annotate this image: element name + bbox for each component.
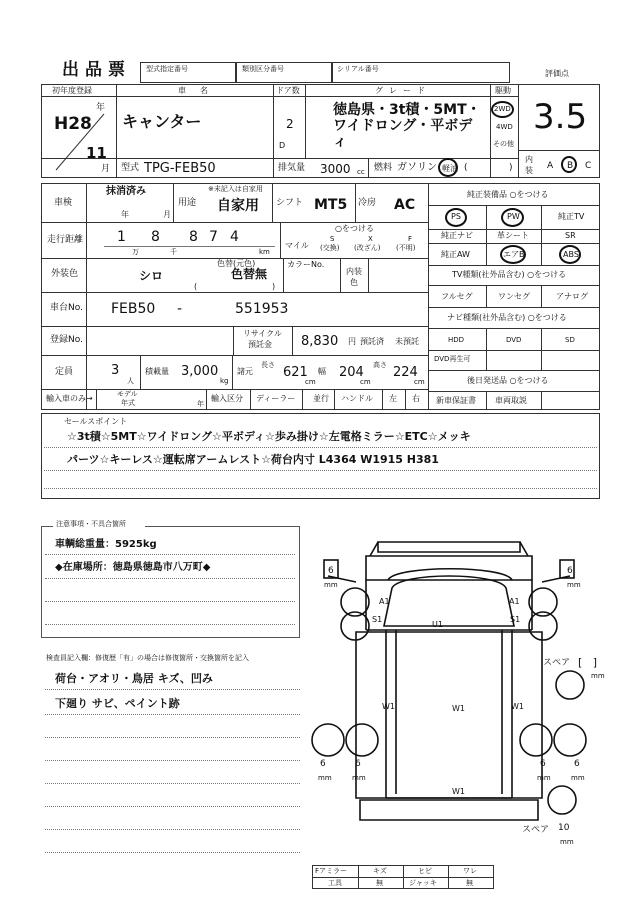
- load-value: 3,000: [181, 364, 219, 379]
- mm-rr1-value: 6: [540, 759, 546, 769]
- height-label: 高さ: [373, 361, 387, 369]
- dvd-play-label: DVD再生可: [434, 355, 471, 363]
- repaint-paren-close: ): [272, 282, 276, 291]
- month-suffix: 月: [101, 164, 111, 174]
- drive-4wd: 4WD: [496, 123, 513, 131]
- equip-ps-circle: [445, 208, 467, 227]
- handle-label: ハンドル: [341, 394, 373, 403]
- height-value: 224: [393, 365, 418, 380]
- equip-ps: PS: [451, 212, 461, 221]
- model-year-label-2: 年式: [121, 399, 135, 407]
- mile-circle-hint: ○をつける: [335, 224, 374, 233]
- notes-line1: 車輌総重量：5925kg: [55, 539, 157, 550]
- fuel-label: 燃料: [374, 163, 393, 173]
- ac-value: AC: [394, 197, 416, 213]
- drive-label: 駆動: [495, 86, 511, 95]
- recycle-label-2: 預託金: [248, 340, 272, 349]
- spare-upper-label: スペア: [543, 658, 571, 668]
- legend-r2c3: ジャッキ: [409, 879, 437, 887]
- post-title: 後日発送品 ○をつける: [467, 376, 549, 385]
- shift-value: MT5: [314, 197, 348, 213]
- score-value: 3.5: [533, 97, 588, 137]
- recycle-unit: 円: [348, 337, 356, 346]
- color-label: 外装色: [51, 269, 79, 279]
- import-class-label: 輸入区分: [211, 394, 243, 403]
- mile-exchange: (交換): [320, 244, 340, 252]
- mm-rl1-unit: mm: [318, 774, 332, 782]
- legend-r2c1: 工具: [328, 879, 342, 887]
- mileage-km: km: [259, 248, 270, 256]
- interior-label-b: 装: [525, 166, 533, 175]
- fuel-paren-close: ): [509, 163, 513, 173]
- ac-label: 冷房: [358, 198, 377, 208]
- serial-label: シリアル番号: [337, 65, 379, 73]
- fuel-diesel: 軽油: [442, 164, 458, 173]
- doors-value: 2: [286, 117, 294, 131]
- mileage-digit-1: 1: [117, 229, 126, 245]
- int-b: B: [567, 161, 574, 171]
- mile-tampered: (改ざん): [354, 244, 381, 252]
- chassis-a: FEB50: [111, 301, 156, 317]
- repaint-label: 色替(元色): [217, 259, 256, 268]
- legend-r1c3: ヒビ: [418, 867, 432, 875]
- handle-left: 左: [389, 394, 397, 403]
- note-unreg: ※未記入は自家用: [208, 185, 263, 193]
- shift-label: シフト: [276, 198, 304, 208]
- class-label: 類別区分番号: [242, 65, 284, 73]
- dmg-w1-left: W1: [382, 702, 395, 711]
- dmg-u1: U1: [432, 620, 443, 629]
- insp-month: 月: [163, 210, 171, 219]
- mm-front-right-value: 6: [567, 566, 573, 576]
- nav-sd: SD: [565, 336, 575, 344]
- dmg-w1-right: W1: [511, 702, 524, 711]
- mileage-label: 走行距離: [47, 235, 84, 245]
- equip-aw: 純正AW: [441, 250, 470, 259]
- width-cm: cm: [360, 378, 371, 386]
- legend-r1c4: ワレ: [463, 867, 477, 875]
- inspection-label: 車検: [54, 198, 73, 208]
- load-unit: kg: [220, 377, 229, 385]
- equip-abs-circle: [559, 245, 581, 264]
- recycle-label-1: リサイクル: [243, 329, 282, 338]
- dmg-s1-right: S1: [510, 615, 521, 624]
- import-only-label: 輸入車のみ→: [46, 394, 93, 403]
- grade-label: グレード: [375, 86, 431, 95]
- first-reg-label: 初年度登録: [52, 86, 92, 95]
- drive-2wd: 2WD: [494, 105, 511, 113]
- equip-navi: 純正ナビ: [441, 231, 473, 240]
- nav-hdd: HDD: [448, 336, 465, 344]
- post-manual: 車両取説: [495, 396, 527, 405]
- load-label: 積載量: [145, 367, 169, 376]
- mm-rr2-unit: mm: [571, 774, 585, 782]
- inspector-line1: 荷台・アオリ・鳥居 キズ、凹み: [55, 672, 213, 685]
- mileage-digit-4: 7: [209, 229, 218, 245]
- equip-tv: 純正TV: [558, 212, 585, 221]
- equip-leather: 革シート: [497, 231, 529, 240]
- reg-slash: [48, 112, 111, 174]
- mile-f: F: [408, 235, 413, 243]
- post-warranty: 新車保証書: [436, 396, 476, 405]
- spare-lower-label: スペア: [522, 825, 550, 835]
- dims-label: 諸元: [237, 367, 253, 376]
- capacity-unit: 人: [127, 377, 134, 385]
- capacity-value: 3: [111, 363, 120, 378]
- grade-line1: 徳島県・3t積・5MT・: [333, 102, 481, 118]
- tv-fullseg: フルセグ: [441, 292, 473, 301]
- regno-label: 登録No.: [50, 335, 83, 345]
- year-suffix: 年: [96, 103, 106, 113]
- recycle-status-1: 預託済: [360, 337, 384, 346]
- use-label: 用途: [178, 198, 197, 208]
- interior-label-a: 内: [525, 155, 533, 164]
- fuel-diesel-circle: [438, 158, 458, 177]
- notes-label: 注意事項・不具合箇所: [56, 520, 126, 528]
- notes-line2: ◆在庫場所：徳島県徳島市八万町◆: [55, 562, 211, 573]
- handle-right: 右: [412, 394, 420, 403]
- spare-lower-value: 10: [558, 823, 570, 833]
- form-title: 出品票: [62, 60, 131, 80]
- width-value: 204: [339, 365, 364, 380]
- capacity-label: 定員: [55, 367, 74, 377]
- tv-analog: アナログ: [556, 292, 588, 301]
- sales-label: セールスポイント: [64, 417, 128, 426]
- equip-sr: SR: [565, 231, 576, 240]
- mile-x: X: [368, 235, 373, 243]
- use-value: 自家用: [217, 198, 259, 214]
- grade-line3: ィ: [333, 134, 347, 150]
- spare-upper-bracket: [ ]: [578, 656, 598, 669]
- equip-airbag: エアB: [503, 250, 525, 259]
- repaint-paren: (: [194, 282, 198, 291]
- legend-r2c4: 無: [466, 879, 473, 887]
- color-value: シロ: [139, 269, 164, 283]
- mileage-digit-3: 8: [189, 229, 198, 245]
- recycle-value: 8,830: [301, 334, 339, 349]
- mileage-sen: 千: [170, 248, 177, 256]
- equip-pw-circle: [501, 208, 524, 227]
- model-year-label-1: モデル: [117, 390, 138, 398]
- repaint-value: 色替無: [231, 267, 268, 281]
- tv-oneseg: ワンセグ: [498, 292, 530, 301]
- fuel-value: ガソリン: [397, 162, 437, 173]
- int-a: A: [547, 161, 554, 171]
- cc-unit: cc: [357, 168, 365, 176]
- legend-r1c2: キズ: [373, 867, 387, 875]
- model-year-unit: 年: [197, 400, 204, 408]
- equip-airbag-circle: [500, 245, 526, 264]
- sales-line2: パーツ☆キーレス☆運転席アームレスト☆荷台内寸 L4364 W1915 H381: [67, 453, 439, 466]
- chassis-b: 551953: [235, 301, 289, 317]
- mm-front-right-unit: mm: [567, 581, 581, 589]
- parallel-option: 並行: [313, 394, 329, 403]
- spare-lower-mm: mm: [560, 838, 574, 846]
- equipment-title: 純正装備品 ○をつける: [467, 190, 549, 199]
- inspection-value: 抹消済み: [106, 186, 146, 197]
- doors-d: D: [279, 141, 286, 150]
- mm-rl2-value: 6: [355, 759, 361, 769]
- inspector-label: 検査員記入欄：修復歴「有」の場合は修復箇所・交換箇所を記入: [46, 654, 249, 662]
- mm-rl1-value: 6: [320, 759, 326, 769]
- fuel-paren: (: [464, 163, 468, 173]
- length-value: 621: [283, 365, 308, 380]
- int-color-label-2: 色: [350, 278, 358, 287]
- reg-month: 11: [86, 144, 107, 162]
- mile-label: マイル: [285, 241, 309, 250]
- dmg-a1-left: A1: [379, 597, 390, 606]
- inspector-line2: 下廻り サビ、ペイント跡: [55, 697, 180, 710]
- displacement: 3000: [320, 162, 351, 176]
- recycle-status-2: 未預託: [395, 337, 419, 346]
- len-label: 長さ: [261, 361, 275, 369]
- int-c: C: [585, 161, 592, 171]
- drive-2wd-circle: [491, 101, 514, 118]
- car-name: キャンター: [122, 112, 202, 131]
- insp-year: 年: [121, 210, 129, 219]
- model-label: 型式: [121, 163, 140, 173]
- model-value: TPG-FEB50: [144, 161, 216, 176]
- dealer-option: ディーラー: [256, 394, 296, 403]
- doors-label: ドア数: [276, 86, 300, 95]
- type-cert-label: 型式指定番号: [146, 65, 188, 73]
- disp-label: 排気量: [278, 163, 306, 173]
- length-cm: cm: [305, 378, 316, 386]
- name-label: 車名: [178, 86, 222, 95]
- mm-front-left-unit: mm: [324, 581, 338, 589]
- dmg-s1-left: S1: [372, 615, 383, 624]
- grade-eval-label: 評価点: [545, 69, 569, 78]
- mileage-man: 万: [132, 248, 139, 256]
- nav-dvd: DVD: [506, 336, 522, 344]
- dmg-a1-right: A1: [509, 597, 520, 606]
- mm-rr2-value: 6: [574, 759, 580, 769]
- tv-title: TV種類(社外品含む) ○をつける: [452, 270, 567, 279]
- dmg-w1-center: W1: [452, 704, 465, 713]
- nav-title: ナビ種類(社外品含む) ○をつける: [447, 313, 567, 322]
- mileage-digit-5: 4: [230, 229, 239, 245]
- mile-unknown: (不明): [396, 244, 416, 252]
- mm-front-left-value: 6: [328, 566, 334, 576]
- equip-pw: PW: [507, 212, 520, 221]
- width-label: 幅: [318, 367, 326, 376]
- truck-diagram: [300, 530, 600, 860]
- spare-upper-mm: mm: [591, 672, 605, 680]
- height-cm: cm: [414, 378, 425, 386]
- drive-other: その他: [493, 140, 514, 148]
- mm-rl2-unit: mm: [352, 774, 366, 782]
- sales-line1: ☆3t積☆5MT☆ワイドロング☆平ボディ☆歩み掛け☆左電格ミラー☆ETC☆メッキ: [67, 430, 471, 443]
- mile-s: S: [330, 235, 335, 243]
- mileage-digit-2: 8: [151, 229, 160, 245]
- mm-rr1-unit: mm: [537, 774, 551, 782]
- legend-r1c1: Fアミラー: [315, 867, 348, 875]
- dmg-w1-rear: W1: [452, 787, 465, 796]
- equip-abs: ABS: [563, 250, 579, 259]
- int-b-circle: [561, 156, 577, 173]
- int-color-label-1: 内装: [346, 267, 362, 276]
- grade-line2: ワイドロング・平ボデ: [333, 118, 473, 134]
- reg-year: H28: [54, 114, 92, 134]
- chassis-label: 車台No.: [50, 303, 83, 313]
- legend-r2c2: 無: [376, 879, 383, 887]
- chassis-dash: -: [177, 301, 183, 317]
- colorno-label: カラーNo.: [287, 260, 325, 269]
